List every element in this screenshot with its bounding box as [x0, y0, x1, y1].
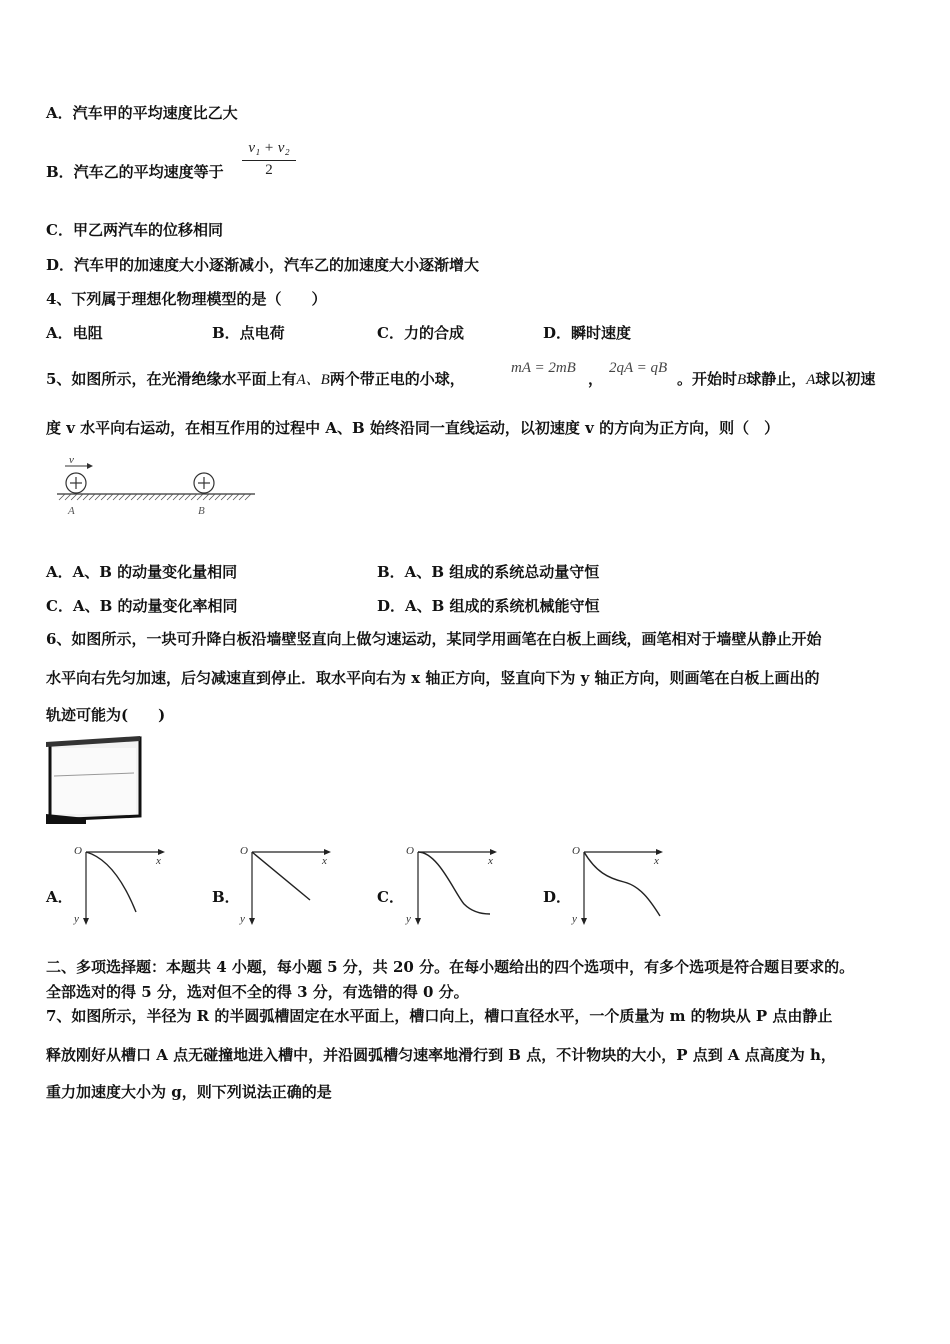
- q6-option-c: C．: [377, 888, 404, 906]
- origin-label: O: [240, 845, 248, 857]
- q5-stem-line1: [46, 369, 465, 390]
- q5-option-d: D．A、B 组成的系统机械能守恒: [377, 597, 600, 615]
- q5-ab-label: A、B: [296, 372, 330, 388]
- q5-option-b: B．A、B 组成的系统总动量守恒: [377, 563, 600, 581]
- q5-stem-line1-tail: [677, 369, 875, 390]
- q6-stem-line3: 轨迹可能为( ): [46, 706, 166, 724]
- y-axis-arrow: [415, 918, 421, 925]
- y-axis-label: y: [74, 913, 79, 925]
- q5-figure: [55, 452, 260, 520]
- origin-label: O: [74, 845, 82, 857]
- q5-formula-mass: mA = 2mB: [511, 360, 576, 376]
- q3-option-b-fraction: [242, 140, 296, 184]
- q6-graph-b: [236, 842, 336, 930]
- y-axis-label: y: [406, 913, 411, 925]
- q5-a-label: A: [806, 372, 816, 388]
- q5-stem-line2: 度 v 水平向右运动，在相互作用的过程中 A、B 始终沿同一直线运动，以初速度 v 的方向为正方向，则（ ）: [46, 419, 780, 437]
- fraction-bar: [242, 160, 296, 161]
- q6-option-b: B．: [212, 888, 240, 906]
- q4-stem: 4、下列属于理想化物理模型的是（ ）: [46, 290, 327, 308]
- q4-option-a: A．电阻: [46, 324, 103, 342]
- q5-stem-part: 。开始时: [677, 370, 738, 388]
- trajectory-line: [252, 852, 310, 900]
- q5-formula-separator: ，: [588, 370, 604, 388]
- velocity-arrowhead: [87, 463, 93, 469]
- q5-option-c: C．A、B 的动量变化率相同: [46, 597, 238, 615]
- q5-formula-charge: 2qA = qB: [609, 360, 668, 376]
- q6-stem-line1: 6、如图所示，一块可升降白板沿墙壁竖直向上做匀速运动，某同学用画笔在白板上画线，画笔相对于墙壁从静止开始: [46, 630, 822, 648]
- q7-stem-line1: 7、如图所示，半径为 R 的半圆弧槽固定在水平面上，槽口向上，槽口直径水平，一个质量为 m 的物块从 P 点由静止: [46, 1007, 833, 1025]
- q4-option-c: C．力的合成: [377, 324, 464, 342]
- x-axis-label: x: [322, 855, 327, 867]
- q6-graph-c: [402, 842, 502, 930]
- trajectory-curve: [418, 852, 490, 914]
- y-axis-arrow: [249, 918, 255, 925]
- q4-option-b: B．点电荷: [212, 324, 285, 342]
- section2-heading-line2: 全部选对的得 5 分，选对但不全的得 3 分，有选错的得 0 分。: [46, 983, 469, 1001]
- ground-hatching: [59, 494, 251, 500]
- q3-option-c: C．甲乙两汽车的位移相同: [46, 221, 223, 239]
- x-axis-label: x: [156, 855, 161, 867]
- q6-stem-line2: 水平向右先匀加速，后匀减速直到停止．取水平向右为 x 轴正方向，竖直向下为 y 轴正方向，则画笔在白板上画出的: [46, 669, 820, 687]
- q7-stem-line2: 释放刚好从槽口 A 点无碰撞地进入槽中，并沿圆弧槽匀速率地滑行到 B 点，不计物块的大小，P 点到 A 点高度为 h，: [46, 1046, 836, 1064]
- q5-stem-part: 球以初速: [815, 370, 876, 388]
- origin-label: O: [406, 845, 414, 857]
- ball-a-label: A: [68, 505, 75, 517]
- trajectory-curve: [584, 852, 660, 916]
- fraction-numerator: v₁ + v₂: [248, 140, 290, 156]
- q6-graph-d: [568, 842, 668, 930]
- velocity-label: v: [69, 454, 74, 466]
- q5-option-a: A．A、B 的动量变化量相同: [46, 563, 238, 581]
- x-axis-label: x: [654, 855, 659, 867]
- trajectory-curve: [86, 852, 136, 912]
- q5-stem-part: 5、如图所示，在光滑绝缘水平面上有: [46, 370, 297, 388]
- y-axis-label: y: [572, 913, 577, 925]
- q3-option-b: B．汽车乙的平均速度等于: [46, 163, 224, 181]
- q5-stem-part: 球静止，: [746, 370, 807, 388]
- y-axis-label: y: [240, 913, 245, 925]
- q4-option-d: D．瞬时速度: [543, 324, 632, 342]
- whiteboard-surface: [52, 748, 136, 814]
- q6-graph-a: [70, 842, 170, 930]
- q7-stem-line3: 重力加速度大小为 g，则下列说法正确的是: [46, 1083, 332, 1101]
- fraction-denominator: 2: [265, 162, 273, 178]
- ball-b-label: B: [198, 505, 205, 517]
- y-axis-arrow: [83, 918, 89, 925]
- y-axis-arrow: [581, 918, 587, 925]
- q3-option-d: D．汽车甲的加速度大小逐渐减小，汽车乙的加速度大小逐渐增大: [46, 256, 480, 274]
- q3-option-a: A．汽车甲的平均速度比乙大: [46, 104, 238, 122]
- q5-b-label: B: [737, 372, 747, 388]
- section2-heading-line1: 二、多项选择题：本题共 4 小题，每小题 5 分，共 20 分。在每小题给出的四个选项中，有多个选项是符合题目要求的。: [46, 958, 855, 976]
- whiteboard-image: [46, 736, 142, 824]
- q6-option-a: A．: [46, 888, 73, 906]
- x-axis-label: x: [488, 855, 493, 867]
- origin-label: O: [572, 845, 580, 857]
- q6-option-d: D．: [543, 888, 572, 906]
- q5-stem-part: 两个带正电的小球，: [329, 370, 465, 388]
